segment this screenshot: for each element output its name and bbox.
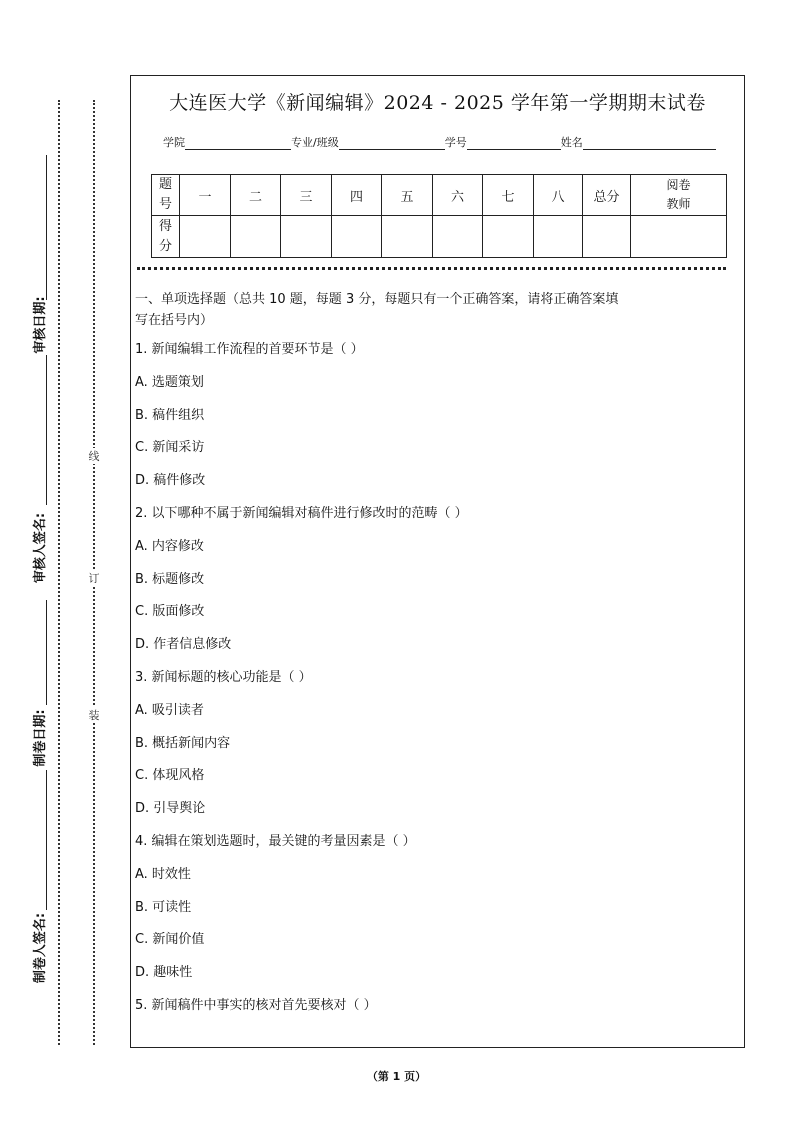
option-line: B. 稿件组织 — [135, 407, 205, 423]
score-cell[interactable] — [534, 216, 583, 258]
question-line: 1. 新闻编辑工作流程的首要环节是（ ） — [135, 342, 364, 357]
option-line: B. 标题修改 — [135, 571, 205, 587]
section-heading: 一、单项选择题（总共 10 题，每题 3 分，每题只有一个正确答案，请将正确答案填 写在括号内） — [135, 292, 619, 328]
total-score-cell[interactable] — [583, 216, 631, 258]
score-cell[interactable] — [483, 216, 534, 258]
dotted-separator — [137, 267, 726, 270]
exam-title: 大连医大学《新闻编辑》2024 - 2025 学年第一学期期末试卷 — [169, 92, 706, 114]
option-line: D. 稿件修改 — [135, 473, 206, 489]
name-field[interactable] — [583, 135, 716, 150]
score-row-header: 得 分 — [152, 216, 180, 258]
college-label: 学院 — [163, 136, 185, 149]
question-content — [135, 289, 736, 1028]
option-line: D. 作者信息修改 — [135, 637, 232, 653]
option-line: D. 趣味性 — [135, 965, 193, 981]
score-table — [151, 174, 727, 258]
cut-line-char-xian: 线 — [86, 448, 102, 464]
question-line: 5. 新闻稿件中事实的核对首先要核对（ ） — [135, 997, 377, 1013]
cut-line-char-ding: 订 — [86, 570, 102, 586]
option-line: C. 新闻采访 — [135, 440, 205, 456]
margin-line-top — [46, 155, 47, 300]
student-info-row — [163, 132, 716, 150]
option-line: D. 引导舆论 — [135, 801, 206, 817]
student-id-field[interactable] — [467, 135, 561, 150]
major-class-label: 专业/班级 — [291, 136, 339, 149]
col-header: 八 — [534, 175, 583, 216]
col-header: 五 — [382, 175, 433, 216]
col-header: 七 — [483, 175, 534, 216]
col-header: 四 — [332, 175, 382, 216]
col-header: 六 — [433, 175, 483, 216]
total-header: 总分 — [583, 175, 631, 216]
question-line: 2. 以下哪种不属于新闻编辑对稿件进行修改时的范畴（ ） — [135, 505, 468, 521]
margin-line-2 — [46, 355, 47, 505]
major-class-field[interactable] — [339, 135, 445, 150]
option-line: A. 时效性 — [135, 866, 191, 882]
paper-maker-signature-label: 制卷人签名: — [32, 912, 48, 984]
grader-header: 阅卷 教师 — [631, 175, 727, 216]
score-cell[interactable] — [281, 216, 332, 258]
margin-line-3 — [46, 600, 47, 705]
option-line: A. 吸引读者 — [135, 702, 204, 718]
score-cell[interactable] — [180, 216, 231, 258]
score-cell[interactable] — [231, 216, 281, 258]
score-cell[interactable] — [332, 216, 382, 258]
option-line: C. 版面修改 — [135, 604, 205, 620]
page-footer: （第 1 页） — [366, 1070, 427, 1083]
name-label: 姓名 — [560, 136, 583, 149]
exam-frame — [130, 75, 745, 1048]
review-date-label: 审核日期: — [32, 296, 48, 354]
option-line: C. 体现风格 — [135, 768, 205, 784]
paper-date-label: 制卷日期: — [32, 709, 48, 767]
score-cell[interactable] — [382, 216, 433, 258]
col-header: 三 — [281, 175, 332, 216]
question-number-header: 题 号 — [152, 175, 180, 216]
option-line: A. 内容修改 — [135, 538, 204, 554]
student-id-label: 学号 — [444, 136, 467, 149]
cut-line-char-zhuang: 装 — [86, 707, 102, 723]
college-field[interactable] — [185, 135, 291, 150]
question-line: 4. 编辑在策划选题时，最关键的考量因素是（ ） — [135, 833, 416, 849]
margin-line-4 — [46, 770, 47, 910]
option-line: B. 可读性 — [135, 899, 192, 915]
question-line: 3. 新闻标题的核心功能是（ ） — [135, 669, 312, 685]
option-line: A. 选题策划 — [135, 374, 204, 390]
binding-dotted-line-left — [58, 100, 60, 1045]
reviewer-signature-label: 审核人签名: — [32, 512, 48, 584]
score-cell[interactable] — [433, 216, 483, 258]
option-line: C. 新闻价值 — [135, 932, 205, 948]
col-header: 一 — [180, 175, 231, 216]
grader-cell[interactable] — [631, 216, 727, 258]
col-header: 二 — [231, 175, 281, 216]
option-line: B. 概括新闻内容 — [135, 735, 231, 751]
